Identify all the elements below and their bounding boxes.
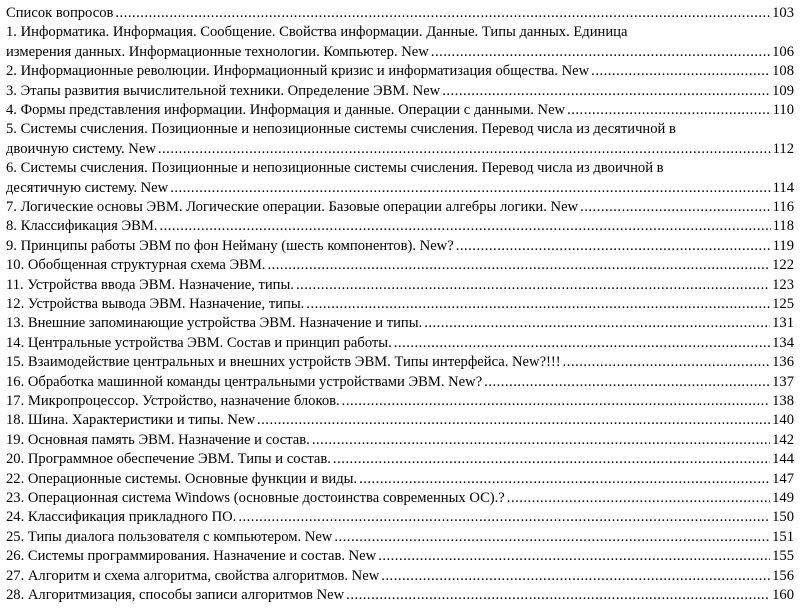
toc-entry-text: 27. Алгоритм и схема алгоритма, свойства алгоритмов. New	[6, 567, 380, 584]
dot-leader	[378, 547, 770, 566]
toc-page-number: 136	[772, 354, 794, 371]
toc-entry-text: 11. Устройства ввода ЭВМ. Назначение, типы.	[6, 276, 294, 293]
toc-entry[interactable]	[6, 586, 794, 605]
dot-leader	[394, 334, 770, 353]
toc-entry[interactable]	[6, 470, 794, 489]
toc-page-number: 160	[772, 587, 794, 603]
toc-entry-text: 12. Устройства вывода ЭВМ. Назначение, типы.	[6, 296, 305, 312]
toc-entry-text: 2. Информационные революции. Информационный кризис и информатизация общества. New	[6, 63, 590, 80]
toc-entry-text: 22. Операционные системы. Основные функции и виды.	[6, 470, 358, 487]
toc-entry[interactable]	[6, 567, 794, 586]
toc-entry-text: 20. Программное обеспечение ЭВМ. Типы и состав.	[6, 451, 331, 468]
toc-page-number: 149	[772, 490, 794, 506]
dot-leader	[484, 373, 770, 392]
dot-leader	[381, 567, 770, 586]
toc-entry[interactable]	[6, 237, 794, 256]
toc-entry-text: 28. Алгоритмизация, способы записи алгоритмов New	[6, 587, 345, 603]
toc-entry[interactable]	[6, 450, 794, 469]
dot-leader	[296, 276, 770, 295]
toc-entry-text: 15. Взаимодействие центральных и внешних устройств ЭВМ. Типы интерфейса. New?!!!	[6, 354, 561, 371]
toc-page-number: 116	[772, 199, 794, 215]
dot-leader	[238, 508, 770, 527]
toc-page-number: 142	[772, 431, 794, 448]
toc-entry[interactable]	[6, 411, 794, 430]
dot-leader	[158, 140, 771, 159]
toc-page-number: 147	[772, 470, 794, 487]
toc-page-number: 119	[772, 237, 794, 254]
dot-leader	[257, 411, 770, 430]
toc-page-number: 138	[772, 393, 794, 409]
toc-entry[interactable]	[6, 62, 794, 81]
dot-leader	[424, 314, 770, 333]
toc-entry-text: 16. Обработка машинной команды центральными устройствами ЭВМ. New?	[6, 373, 483, 390]
toc-entry-text: 10. Обобщенная структурная схема ЭВМ.	[6, 257, 266, 274]
toc-page-number: 110	[772, 102, 794, 118]
toc-entry-text: 18. Шина. Характеристики и типы. New	[6, 412, 255, 429]
dot-leader	[442, 82, 770, 101]
toc-entry[interactable]	[6, 508, 794, 527]
toc-entry[interactable]	[6, 120, 794, 159]
toc-page-number: 140	[772, 412, 794, 429]
toc-entry[interactable]	[6, 489, 794, 508]
toc-entry-text: 4. Формы представления информации. Информация и данные. Операции с данными. New	[6, 102, 566, 118]
toc-entry[interactable]	[6, 353, 794, 372]
toc-entry[interactable]	[6, 295, 794, 314]
toc-page-number: 114	[772, 179, 794, 196]
toc-entry-text: 26. Системы программирования. Назначение и состав. New	[6, 548, 377, 565]
toc-page-number: 151	[772, 528, 794, 545]
toc-entry-text: 23. Операционная система Windows (основные достоинства современных ОС).?	[6, 490, 505, 506]
toc-entry-text: 1. Информатика. Информация. Сообщение. Свойства информации. Данные. Типы данных. Единица	[6, 24, 628, 41]
toc-entry[interactable]	[6, 198, 794, 217]
toc-entry[interactable]	[6, 217, 794, 236]
toc-entry-text: 3. Этапы развития вычислительной техники. Определение ЭВМ. New	[6, 82, 441, 99]
toc-page-number: 106	[772, 43, 794, 60]
toc-entry-text: 17. Микропроцессор. Устройство, назначение блоков.	[6, 393, 340, 409]
dot-leader	[267, 256, 770, 275]
dot-leader	[563, 353, 770, 372]
dot-leader	[591, 62, 770, 81]
toc-entry-text: двоичную систему. New	[6, 140, 156, 157]
toc-entry-text: 25. Типы диалога пользователя с компьютером. New	[6, 528, 333, 545]
dot-leader	[346, 586, 770, 605]
toc-page-number: 118	[772, 218, 794, 235]
toc-entry[interactable]	[6, 101, 794, 120]
dot-leader	[159, 217, 770, 236]
dot-leader	[115, 4, 770, 23]
dot-leader	[359, 470, 770, 489]
toc-page-number: 131	[772, 315, 794, 332]
toc-entry-text: 5. Системы счисления. Позиционные и непозиционные системы счисления. Перевод числа из десятичной в	[6, 121, 676, 138]
toc-entry[interactable]	[6, 82, 794, 101]
dot-leader	[507, 489, 770, 508]
dot-leader	[170, 179, 770, 198]
toc-entry-text: 6. Системы счисления. Позиционные и непозиционные системы счисления. Перевод числа из двоичной в	[6, 160, 664, 177]
toc-page-number: 150	[772, 509, 794, 526]
toc-entry[interactable]	[6, 314, 794, 333]
dot-leader	[312, 431, 770, 450]
toc-entry-text: десятичную систему. New	[6, 179, 169, 196]
toc-page-number: 134	[772, 334, 794, 351]
toc-entry[interactable]	[6, 528, 794, 547]
toc-page-number: 109	[772, 82, 794, 99]
toc-entry[interactable]	[6, 547, 794, 566]
dot-leader	[333, 450, 770, 469]
toc-page-number: 112	[772, 140, 794, 157]
toc-page-number: 103	[772, 5, 794, 21]
dot-leader	[342, 392, 770, 411]
toc-page-number: 137	[772, 373, 794, 390]
toc-page-number: 144	[772, 451, 794, 468]
dot-leader	[567, 101, 771, 120]
toc-entry[interactable]	[6, 4, 794, 23]
toc-entry[interactable]	[6, 159, 794, 198]
toc-page-number: 125	[772, 296, 794, 312]
toc-page-number: 155	[772, 548, 794, 565]
toc-entry-text: 14. Центральные устройства ЭВМ. Состав и принцип работы.	[6, 334, 392, 351]
toc-entry[interactable]	[6, 431, 794, 450]
toc-entry-text: 19. Основная память ЭВМ. Назначение и состав.	[6, 431, 310, 448]
dot-leader	[456, 237, 771, 256]
toc-entry-text: 13. Внешние запоминающие устройства ЭВМ. Назначение и типы.	[6, 315, 423, 332]
toc-entry-text: Список вопросов	[6, 5, 114, 21]
toc-entry[interactable]	[6, 23, 794, 62]
toc-page-number: 108	[772, 63, 794, 80]
toc-entry-text: 9. Принципы работы ЭВМ по фон Нейману (шесть компонентов). New?	[6, 237, 454, 254]
dot-leader	[580, 198, 771, 217]
dot-leader	[334, 528, 770, 547]
toc-entry-text: 7. Логические основы ЭВМ. Логические операции. Базовые операции алгебры логики. New	[6, 199, 579, 215]
dot-leader	[306, 295, 770, 314]
toc-entry[interactable]	[6, 276, 794, 295]
dot-leader	[431, 43, 770, 62]
toc-entry-text: 24. Классификация прикладного ПО.	[6, 509, 237, 526]
toc-entry[interactable]	[6, 373, 794, 392]
toc-entry-text: 8. Классификация ЭВМ.	[6, 218, 158, 235]
toc-page-number: 122	[772, 257, 794, 274]
toc-page-number: 156	[772, 567, 794, 584]
toc-entry[interactable]	[6, 392, 794, 411]
toc-entry[interactable]	[6, 334, 794, 353]
toc-entry-text: измерения данных. Информационные технологии. Компьютер. New	[6, 43, 429, 60]
toc-entry[interactable]	[6, 256, 794, 275]
toc-page-number: 123	[772, 276, 794, 293]
